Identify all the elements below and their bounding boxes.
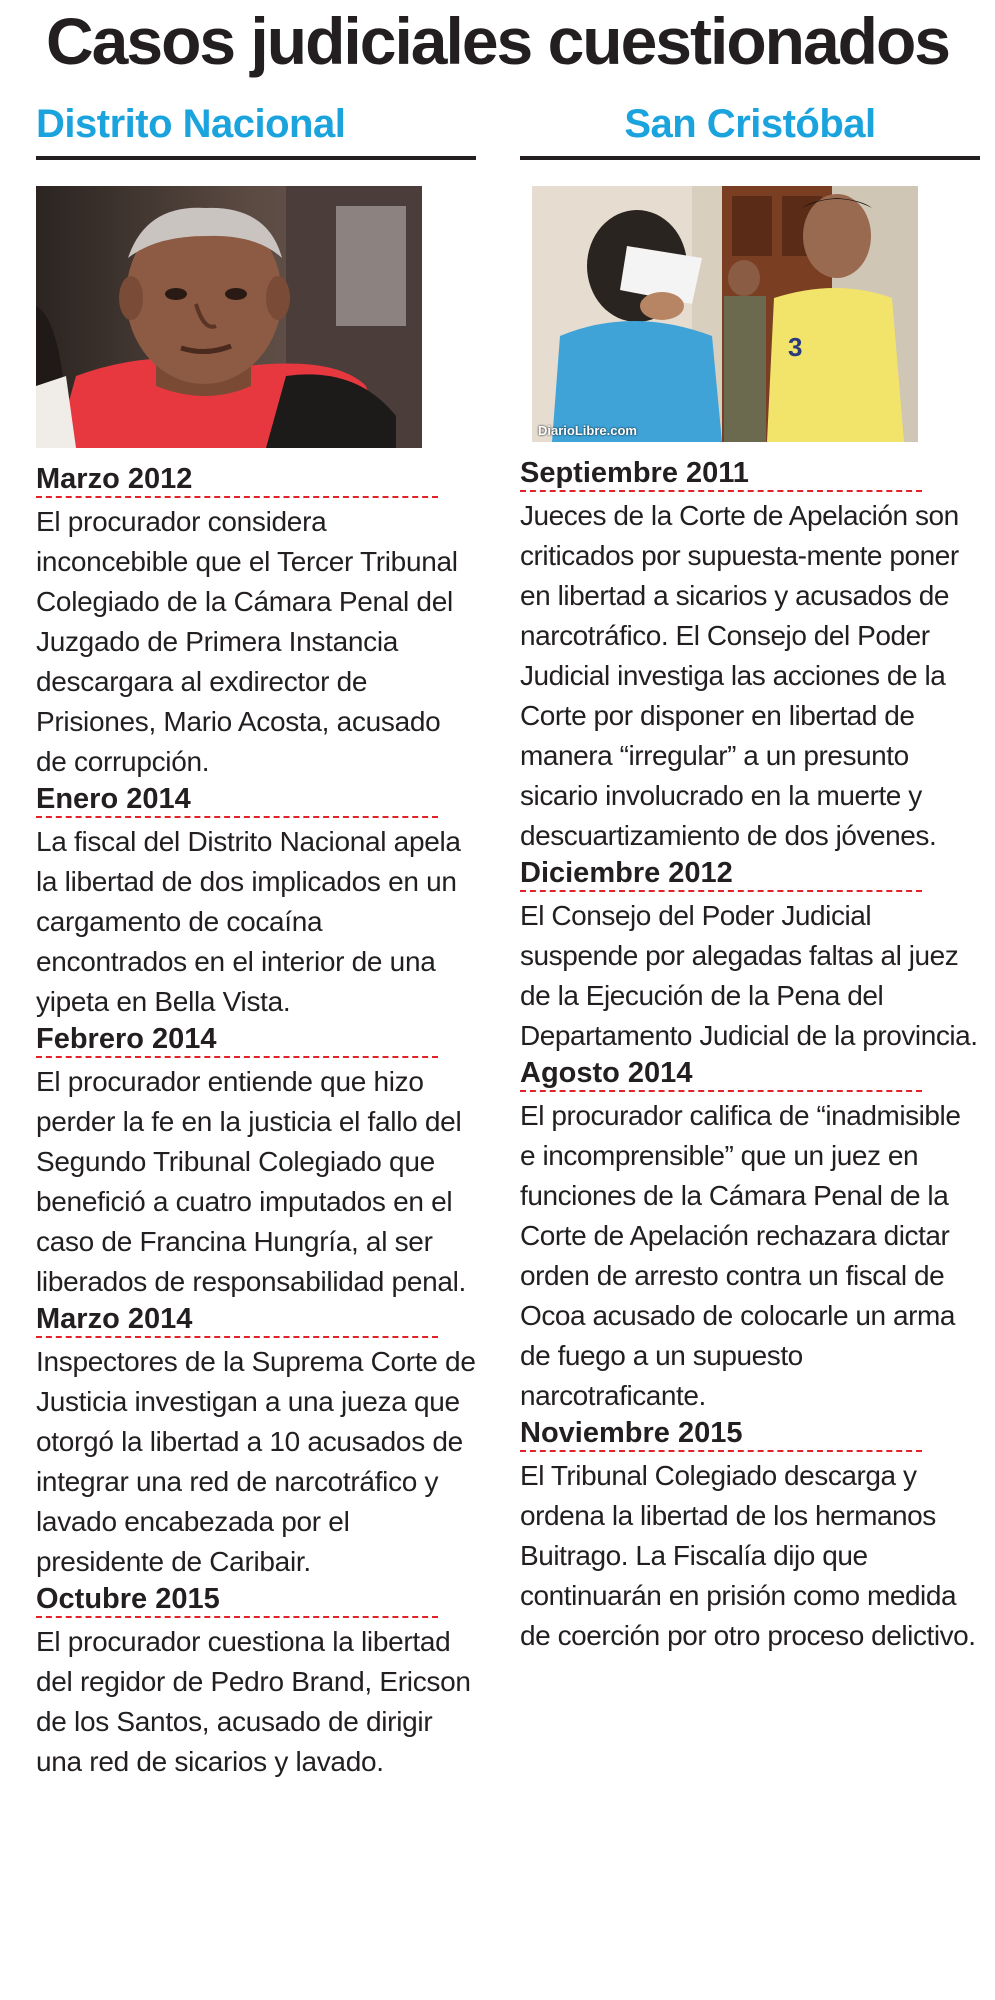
event-item <box>36 1582 476 1782</box>
event-text: La fiscal del Distrito Nacional apela la libertad de dos implicados en un cargamento de cocaína encontrados en el interior de una yipeta en Bella Vista. <box>36 826 461 1017</box>
event-text: Inspectores de la Suprema Corte de Justicia investigan a una jueza que otorgó la libertad a 10 acusados de integrar una red de narcotráfico y lavado encabezada por el presidente de Caribair. <box>36 1346 476 1577</box>
event-item <box>520 1056 980 1416</box>
section-heading: San Cristóbal <box>520 104 980 160</box>
event-item <box>36 1302 476 1582</box>
event-text: El Consejo del Poder Judicial suspende por alegadas faltas al juez de la Ejecución de la Pena del Departamento Judicial de la provincia. <box>520 900 978 1051</box>
event-item <box>36 1022 476 1302</box>
photo-watermark: DiarioLibre.com <box>538 423 637 438</box>
event-date: Agosto 2014 <box>520 1056 922 1092</box>
event-item <box>36 782 476 1022</box>
event-date: Octubre 2015 <box>36 1582 438 1618</box>
event-text: El Tribunal Colegiado descarga y ordena la libertad de los hermanos Buitrago. La Fiscalía dijo que continuarán en prisión como medida de coerción por otro proceso delictivo. <box>520 1460 976 1651</box>
event-text: El procurador entiende que hizo perder la fe en la justicia el fallo del Segundo Tribunal Colegiado que benefició a cuatro imputados en el caso de Francina Hungría, al ser liberados de responsabilidad penal. <box>36 1066 467 1297</box>
event-text: El procurador cuestiona la libertad del regidor de Pedro Brand, Ericson de los Santos, acusado de dirigir una red de sicarios y lavado. <box>36 1626 471 1777</box>
event-date: Septiembre 2011 <box>520 456 922 492</box>
event-text: Jueces de la Corte de Apelación son criticados por supuesta-mente poner en libertad a sicarios y acusados de narcotráfico. El Consejo del Poder Judicial investiga las acciones de la Corte por disponer en libertad de manera “irregular” a un presunto sicario involucrado en la muerte y descuartizamiento de dos jóvenes. <box>520 500 959 851</box>
events-list <box>520 456 980 1656</box>
event-text: El procurador califica de “inadmisible e incomprensible” que un juez en funciones de la Cámara Penal de la Corte de Apelación rechazara dictar orden de arresto contra un fiscal de Ocoa acusado de colocarle un arma de fuego a un supuesto narcotraficante. <box>520 1100 961 1411</box>
event-date: Marzo 2014 <box>36 1302 438 1338</box>
event-text: El procurador considera inconcebible que el Tercer Tribunal Colegiado de la Cámara Penal del Juzgado de Primera Instancia descargara al exdirector de Prisiones, Mario Acosta, acusado de corrupción. <box>36 506 458 777</box>
page-title: Casos judiciales cuestionados <box>46 4 949 78</box>
event-date: Diciembre 2012 <box>520 856 922 892</box>
event-date: Febrero 2014 <box>36 1022 438 1058</box>
photo-courthouse-detainees <box>532 186 918 442</box>
event-item <box>520 856 980 1056</box>
event-item <box>520 1416 980 1656</box>
portrait-illustration <box>36 186 422 448</box>
svg-text:3: 3 <box>788 332 803 362</box>
event-item <box>520 456 980 856</box>
event-date: Noviembre 2015 <box>520 1416 922 1452</box>
column-distrito-nacional <box>36 104 476 1782</box>
event-item <box>36 462 476 782</box>
event-date: Enero 2014 <box>36 782 438 818</box>
detainees-illustration <box>532 186 918 442</box>
events-list <box>36 462 476 1782</box>
section-heading: Distrito Nacional <box>36 104 476 160</box>
column-san-cristobal <box>520 104 980 1656</box>
photo-mario-acosta <box>36 186 422 448</box>
event-date: Marzo 2012 <box>36 462 438 498</box>
